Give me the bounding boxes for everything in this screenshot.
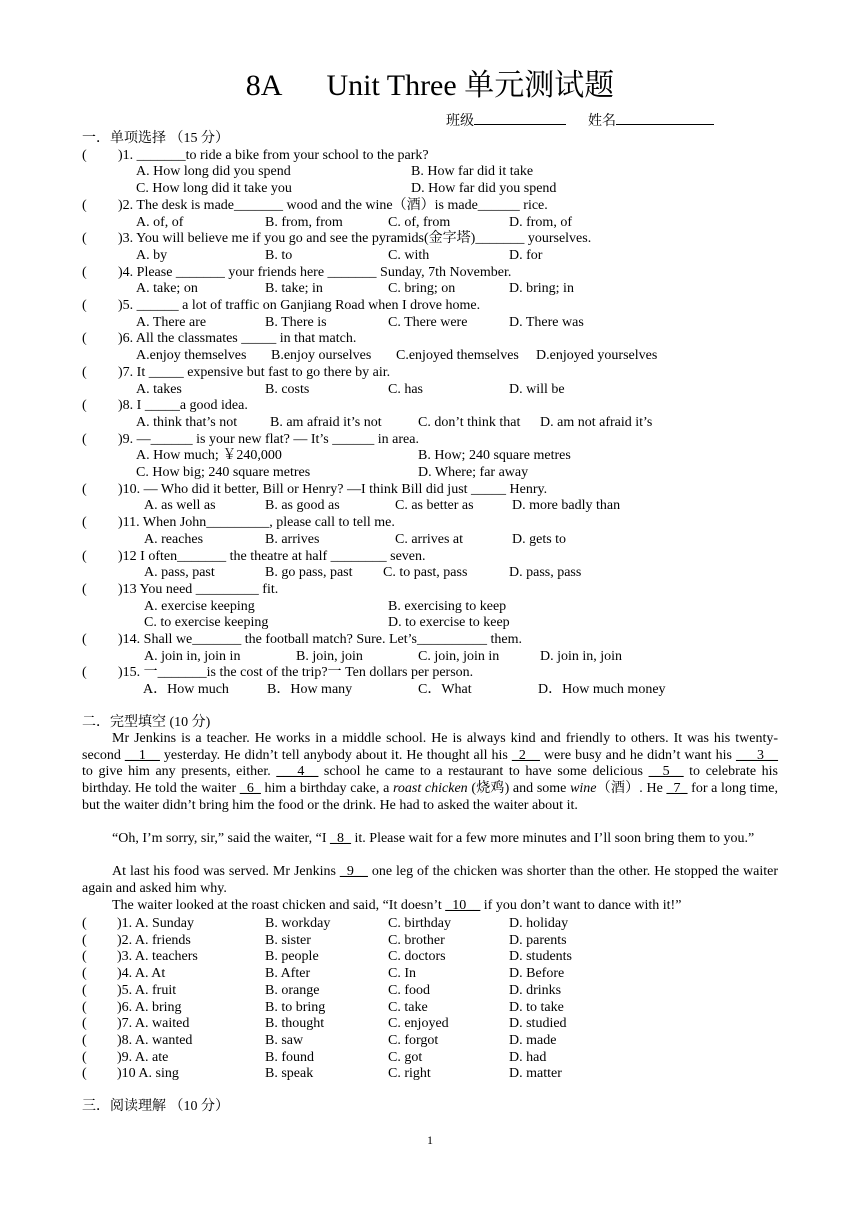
class-name-line [446,110,714,130]
option: D. How far did you spend [411,181,557,197]
cloze-paragraph-3 [82,864,778,897]
cloze-option: D. made [509,1032,557,1048]
option: A. reaches [144,531,204,547]
option: A.enjoy themselves [136,348,247,364]
answer-bracket: ( [82,364,87,380]
cloze-blank: ___4__ [276,764,319,780]
answer-bracket: ( [82,632,87,647]
cloze-option: C. doctors [388,949,446,965]
question-stem [82,264,511,281]
cloze-option: ( [82,932,87,948]
question-text: )14. Shall we_______ the football match? Sure. Let’s__________ them. [118,632,522,647]
cloze-option: )2. A. friends [117,932,191,948]
cloze-option: B. thought [265,1016,325,1032]
question-stem [82,230,591,247]
text-run: wine [570,781,597,797]
answer-bracket: ( [82,548,87,564]
cloze-blank: _7_ [666,781,688,797]
cloze-blank: _6_ [239,781,261,797]
option: A. exercise keeping [144,598,255,614]
title-unit: Unit Three 单元测试题 [326,69,615,102]
cloze-option: )8. A. wanted [117,1032,193,1048]
option: C. How big; 240 square metres [136,465,311,480]
cloze-option: B. After [265,966,311,982]
option: B. There is [265,314,327,330]
cloze-option: B. saw [265,1032,304,1048]
text-run: （酒）. He [596,781,667,797]
cloze-option: C. right [388,1066,431,1082]
text-run: for a long time, but the waiter didn’t bring him the food or the drink. He had to asked the waiter about it. [82,781,779,813]
question-text: )12 I often_______ the theatre at half ________ seven. [118,548,426,564]
cloze-option: D. parents [509,932,567,948]
answer-bracket: ( [82,231,87,247]
text-run: (烧鸡) and some [467,781,571,797]
cloze-option: )4. A. At [117,966,166,982]
cloze-option: B. orange [265,982,320,998]
option: D. to exercise to keep [388,615,510,631]
option: C. with [388,247,430,263]
question-stem [82,397,248,414]
option: C. of, from [388,214,451,230]
option: A. take; on [136,281,198,297]
option: A. There are [136,314,207,330]
answer-bracket: ( [82,264,87,280]
option: B.enjoy ourselves [271,348,372,364]
class-blank [474,110,566,125]
cloze-option: D. had [509,1049,547,1065]
cloze-blank: _2__ [511,747,540,763]
option: A. How much; ￥240,000 [136,448,282,464]
question-stem [82,548,426,565]
text-run: were busy and he didn’t want his [539,747,736,763]
option: D. for [509,247,543,263]
cloze-paragraph-4 [82,898,778,915]
option: D. pass, pass [509,565,582,581]
cloze-blank: __1__ [124,747,160,763]
cloze-blank: __5__ [648,764,684,780]
question-text: )11. When John_________, please call to tell me. [118,515,395,531]
option: B. join, join [296,648,363,664]
cloze-option: B. found [265,1049,314,1065]
cloze-option: D. studied [509,1016,567,1032]
cloze-option: C. forgot [388,1032,439,1048]
option: B. from, from [265,214,343,230]
text-run: him a birthday cake, a [260,781,393,797]
option: A. by [136,247,168,263]
cloze-option: ( [82,949,87,965]
section3-heading: 三．阅读理解 （10 分） [82,1099,229,1114]
option: D. bring; in [509,281,574,297]
cloze-option: C. birthday [388,916,451,931]
cloze-option: ( [82,916,87,931]
option: C. to exercise keeping [144,615,269,631]
name-label: 姓名 [588,114,616,129]
question-stem [82,147,429,164]
answer-bracket: ( [82,398,87,414]
question-text: )5. ______ a lot of traffic on Ganjiang Road when I drove home. [118,298,481,313]
text-run: if you don’t want to dance with it!” [480,898,682,913]
answer-bracket: ( [82,581,87,597]
question-stem [82,664,473,681]
question-text: )6. All the classmates _____ in that match. [118,331,357,347]
section2-heading: 二．完型填空 (10 分) [82,715,211,730]
cloze-option: D. holiday [509,916,569,931]
text-run: Mr Jenkins is a teacher. He works in a middle school. He is always kind and friendly to others. It was his twenty-second [82,731,778,763]
question-stem [82,631,522,648]
text-run: roast chicken [392,781,468,797]
cloze-option: )6. A. bring [117,999,182,1015]
answer-bracket: ( [82,298,87,313]
option: D. There was [509,314,584,330]
cloze-option: )10 A. sing [117,1066,179,1082]
question-stem [82,481,547,498]
option: B. as good as [265,498,340,514]
option: A. as well as [144,498,216,514]
option: B. exercising to keep [388,598,507,614]
question-text: )1. _______to ride a bike from your school to the park? [118,147,429,163]
cloze-option: C. enjoyed [388,1016,449,1032]
option: C. as better as [395,498,474,514]
text-run: “Oh, I’m sorry, sir,” said the waiter, “I [112,831,331,846]
cloze-option: D. students [509,949,572,965]
text-run: yesterday. He didn’t tell anybody about it. He thought all his [159,747,512,763]
option: C. There were [388,314,468,330]
text-run: The waiter looked at the roast chicken and said, “It doesn’t [112,898,446,913]
cloze-paragraph-1 [82,731,778,815]
page-title [0,66,860,106]
answer-bracket: ( [82,481,87,497]
question-text: )2. The desk is made_______ wood and the wine（酒）is made______ rice. [118,197,548,213]
option: A. pass, past [144,565,215,581]
cloze-blank: _10__ [445,898,481,913]
answer-bracket: ( [82,515,87,531]
option: B. arrives [265,531,320,547]
cloze-option: )7. A. waited [117,1016,190,1032]
question-text: )10. — Who did it better, Bill or Henry? —I think Bill did just _____ Henry. [118,481,548,497]
cloze-option: D. to take [509,999,564,1015]
option: B. take; in [265,281,323,297]
cloze-option: )9. A. ate [117,1049,169,1065]
answer-bracket: ( [82,147,87,163]
cloze-option: C. brother [388,932,445,948]
question-text: )3. You will believe me if you go and see the pyramids(金字塔)_______ yourselves. [118,231,592,247]
answer-bracket: ( [82,331,87,347]
option: B. am afraid it’s not [270,414,382,430]
option: C.enjoyed themselves [396,348,519,364]
cloze-option: D. Before [509,966,565,982]
text-run: school he came to a restaurant to have some delicious [318,764,649,780]
option: B．How many [267,682,353,698]
question-text: )7. It _____ expensive but fast to go there by air. [118,364,391,380]
option: C. don’t think that [418,414,521,430]
option: A. think that’s not [136,414,238,430]
cloze-option: C. got [388,1049,423,1065]
cloze-option: B. workday [265,916,331,931]
text-run: to give him any presents, either. [82,764,277,780]
option: B. to [265,247,293,263]
option: B. How far did it take [411,164,534,180]
question-stem [82,297,480,314]
text-run: to celebrate his birthday. He told the waiter [82,764,778,797]
cloze-option: )3. A. teachers [117,949,198,965]
question-stem [82,581,278,598]
text-run: it. Please wait for a few more minutes and I’ll soon bring them to you.” [351,831,755,846]
text-run: At last his food was served. Mr Jenkins [112,864,340,879]
name-blank [616,110,714,125]
answer-bracket: ( [82,431,87,447]
question-text: )15. 一_______is the cost of the trip?一 Ten dollars per person. [118,665,474,681]
page-number: 1 [427,1133,433,1147]
option: A. takes [136,381,182,397]
class-label: 班级 [446,114,474,129]
option: D．How much money [538,682,666,698]
cloze-option: ( [82,999,87,1015]
option: C. to past, pass [383,565,468,581]
option: B. go pass, past [265,565,353,581]
cloze-blank: _8_ [330,831,352,846]
cloze-option: C. In [388,966,416,982]
question-stem [82,431,419,448]
cloze-option: B. speak [265,1066,314,1082]
answer-bracket: ( [82,197,87,213]
option: D. join in, join [540,648,623,664]
option: D. am not afraid it’s [540,414,653,430]
option: A．How much [143,682,229,698]
cloze-option: ( [82,1066,87,1082]
cloze-option: D. matter [509,1066,562,1082]
option: B. How; 240 square metres [418,448,571,464]
title-grade: 8A [245,69,283,102]
option: C. How long did it take you [136,181,292,197]
cloze-option: )5. A. fruit [117,982,177,998]
option: D. Where; far away [418,465,529,480]
option: C. bring; on [388,281,456,297]
option: A. of, of [136,214,184,230]
question-text: )13 You need _________ fit. [118,581,279,597]
cloze-option: C. take [388,999,428,1015]
option: B. costs [265,381,310,397]
cloze-paragraph-2 [82,831,778,848]
question-stem [82,514,395,531]
cloze-option: ( [82,966,87,982]
option: C. has [388,381,423,397]
cloze-option: B. people [265,949,319,965]
answer-bracket: ( [82,665,87,681]
question-text: )8. I _____a good idea. [118,398,248,414]
cloze-option: B. sister [265,932,311,948]
option: C．What [418,682,472,698]
cloze-option: ( [82,982,87,998]
cloze-option: ( [82,1016,87,1032]
cloze-option: D. drinks [509,982,562,998]
cloze-blank: _9__ [339,864,368,879]
question-stem [82,197,548,214]
question-stem [82,330,356,347]
question-stem [82,364,390,381]
option: D.enjoyed yourselves [536,348,658,364]
question-text: )9. —______ is your new flat? — It’s ______ in area. [118,431,419,447]
text-run: one leg of the chicken was shorter than the other. He stopped the waiter again and asked him why. [82,864,778,896]
option: A. join in, join in [144,648,241,664]
cloze-option: ( [82,1049,87,1065]
cloze-option: C. food [388,982,430,998]
cloze-option: ( [82,1032,87,1048]
option: D. more badly than [512,498,621,514]
cloze-option: )1. A. Sunday [117,916,194,931]
question-text: )4. Please _______ your friends here _______ Sunday, 7th November. [118,264,512,280]
cloze-blank: ___3__ [735,747,778,763]
option: A. How long did you spend [136,164,291,180]
option: C. arrives at [395,531,464,547]
section1-heading: 一．单项选择 （15 分） [82,131,229,146]
cloze-option: B. to bring [265,999,326,1015]
option: D. will be [509,381,565,397]
option: C. join, join in [418,648,500,664]
option: D. from, of [509,214,572,230]
option: D. gets to [512,531,567,547]
